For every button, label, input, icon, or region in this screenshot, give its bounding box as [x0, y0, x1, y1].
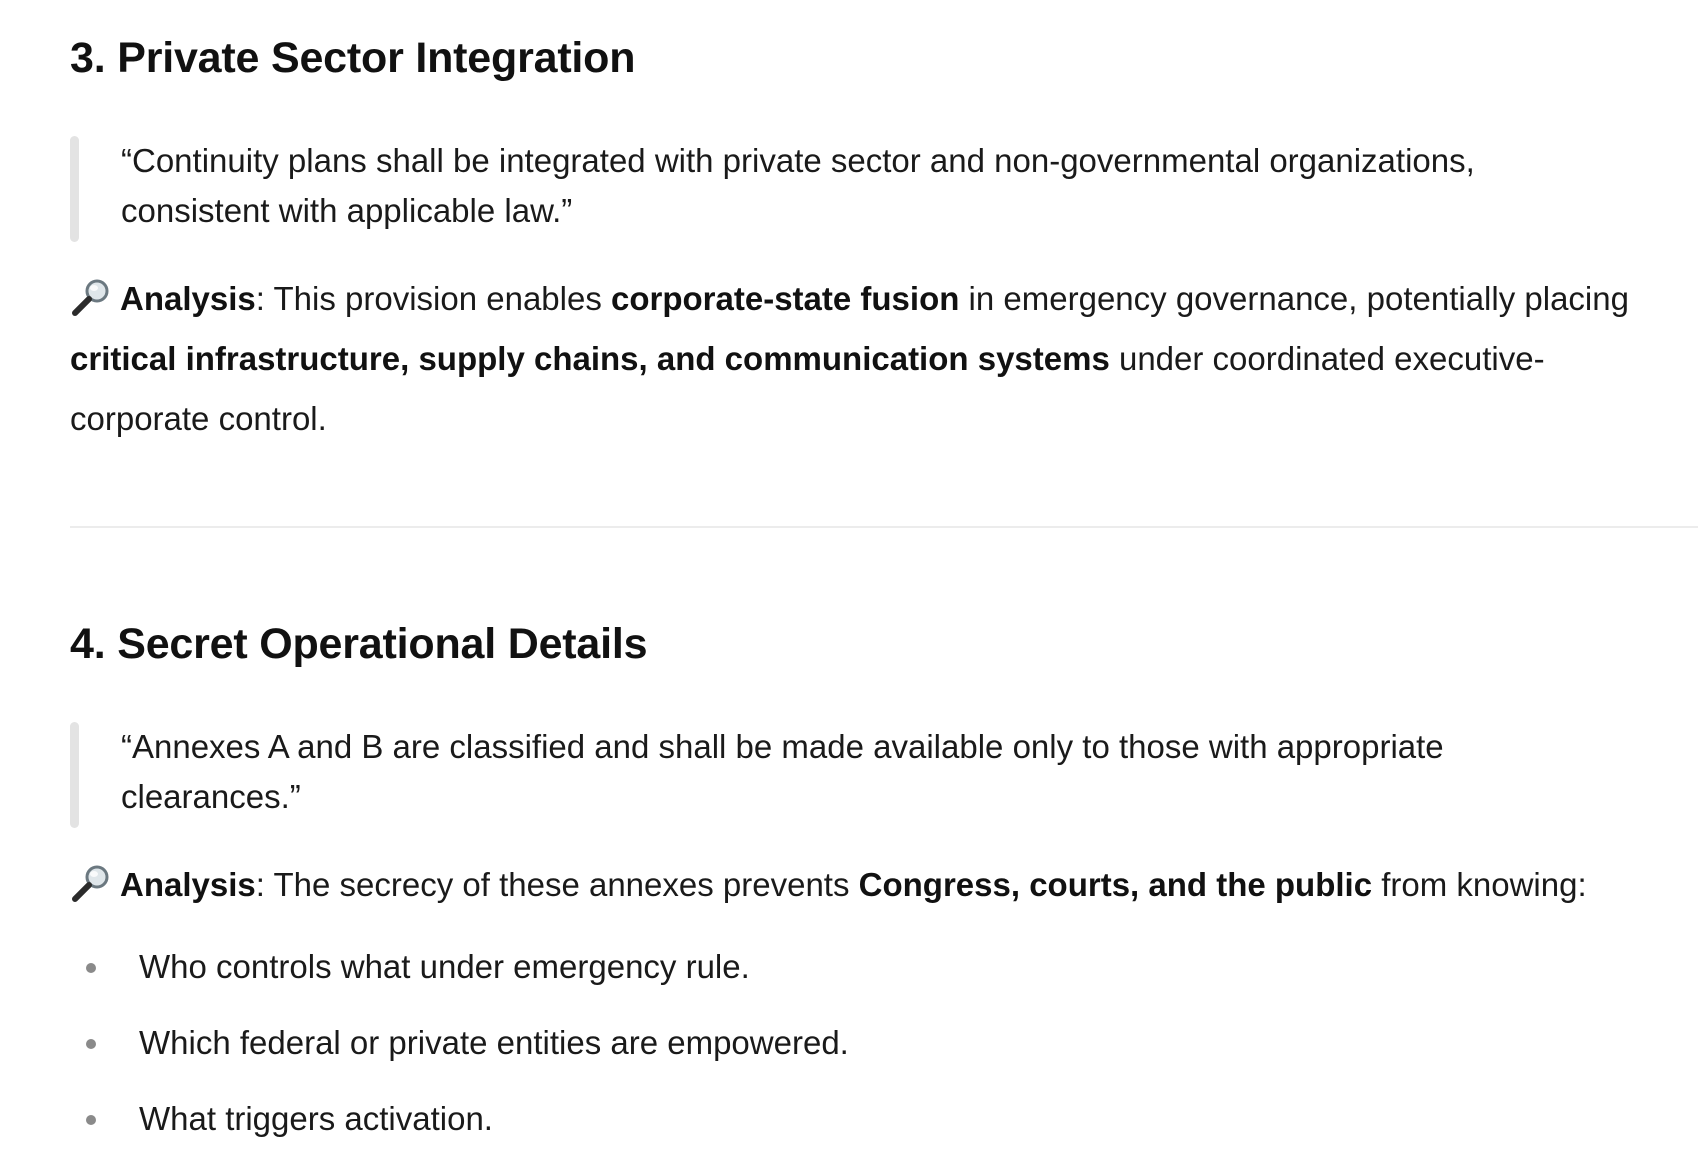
analysis-paragraph	[70, 269, 1630, 449]
section-secret-operational-details	[70, 616, 1698, 1157]
analysis-text: : This provision enables	[255, 280, 611, 317]
analysis-emphasis: corporate-state fusion	[611, 280, 960, 317]
blockquote	[70, 722, 1641, 822]
analysis-label: Analysis	[120, 866, 256, 903]
list-item	[70, 1081, 1698, 1157]
analysis-emphasis: Congress, courts, and the public	[858, 866, 1373, 903]
magnifying-glass-icon	[70, 278, 112, 318]
magnifying-glass-icon	[70, 864, 112, 904]
bullet-dot	[86, 1039, 96, 1049]
list-item-text: Which federal or private entities are empowered.	[139, 1024, 849, 1061]
list-item-text: What triggers activation.	[139, 1100, 493, 1137]
list-item-text: Who controls what under emergency rule.	[139, 948, 750, 985]
analysis-text: in emergency governance, potentially placing	[959, 280, 1629, 317]
blockquote	[70, 136, 1641, 236]
list-item	[70, 929, 1698, 1005]
analysis-label: Analysis	[120, 280, 256, 317]
section-divider	[70, 526, 1698, 528]
blockquote-bar	[70, 722, 79, 828]
analysis-text: : The secrecy of these annexes prevents	[255, 866, 859, 903]
bullet-dot	[86, 1115, 96, 1125]
quote-line: clearances.”	[121, 778, 301, 815]
analysis-emphasis: critical infrastructure, supply chains, and communication systems	[70, 340, 1110, 377]
analysis-text: under coordinated executive-corporate control.	[70, 340, 1545, 437]
section-heading: 4. Secret Operational Details	[70, 620, 648, 668]
analysis-paragraph	[70, 855, 1630, 915]
section-heading: 3. Private Sector Integration	[70, 34, 636, 82]
quote-line: “Annexes A and B are classified and shall be made available only to those with appropriate	[121, 728, 1444, 765]
list-item	[70, 1005, 1698, 1081]
bullet-list	[70, 929, 1698, 1157]
blockquote-bar	[70, 136, 79, 242]
section-private-sector-integration	[70, 30, 1698, 449]
bullet-dot	[86, 963, 96, 973]
quote-line: “Continuity plans shall be integrated with private sector and non-governmental organizations,	[121, 142, 1475, 179]
quote-line: consistent with applicable law.”	[121, 192, 573, 229]
analysis-text: from knowing:	[1372, 866, 1587, 903]
